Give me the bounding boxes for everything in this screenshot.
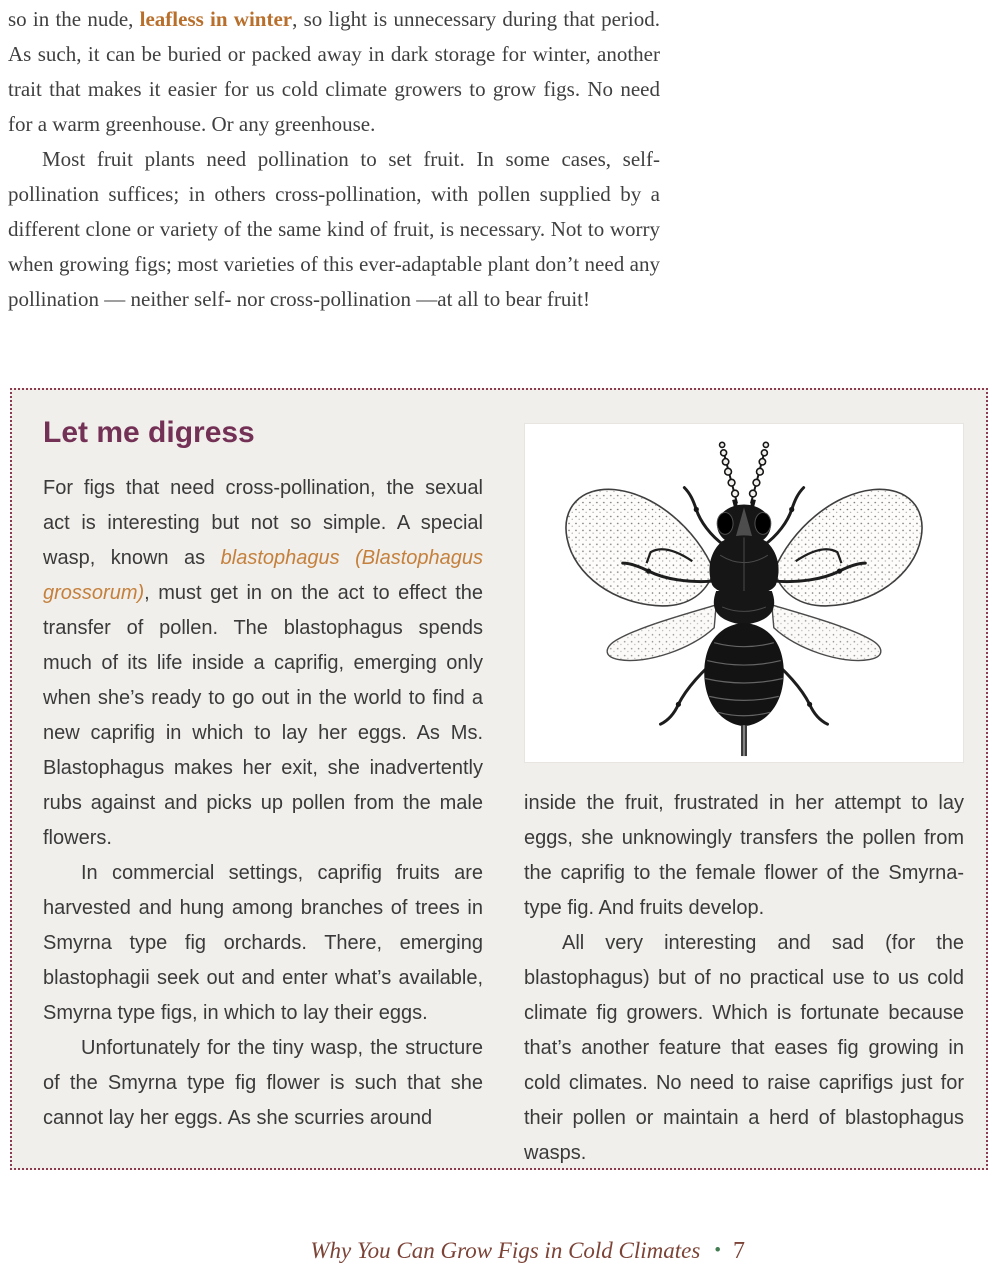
digress-column-left bbox=[43, 416, 483, 1136]
page-number: 7 bbox=[733, 1238, 745, 1264]
paragraph: inside the fruit, frustrated in her attempt to lay eggs, she unknowingly transfers the pollen from the caprifig to the female flower of the Smyrna-type fig. And fruits develop. bbox=[524, 792, 964, 919]
text-run: , must get in on the act to effect the transfer of pollen. The blastophagus spends much of its life inside a caprifig, emerging only when she’s ready to go out in the world to find a new caprifig in which to lay her eggs. As Ms. Blastophagus makes her exit, she inadvertently rubs against and picks up pollen from the male flowers. bbox=[43, 582, 483, 849]
digress-column-right bbox=[524, 423, 964, 1171]
wasp-illustration bbox=[524, 423, 964, 763]
sidebar-heading: Let me digress bbox=[43, 416, 255, 449]
body-text-block bbox=[8, 2, 660, 317]
page-footer bbox=[310, 1236, 745, 1266]
cross-reference-link[interactable]: leafless in winter bbox=[139, 7, 293, 31]
text-run: For figs that need cross-pollination, the sexual act is interesting but not so simple. A special wasp, known as bbox=[43, 477, 483, 569]
paragraph bbox=[43, 471, 483, 856]
text-run: so in the nude, bbox=[8, 7, 140, 31]
wasp-engraving-drawing bbox=[525, 424, 963, 762]
bullet-separator: • bbox=[714, 1240, 721, 1261]
running-title: Why You Can Grow Figs in Cold Climates bbox=[310, 1238, 701, 1263]
digress-box bbox=[10, 388, 988, 1170]
paragraph: In commercial settings, caprifig fruits are harvested and hung among branches of trees in Smyrna type fig orchards. There, emerging blastophagii seek out and enter what’s available, Smyrna type figs, in which to lay their eggs. bbox=[43, 862, 483, 1024]
species-name: blastophagus (Blastophagus grossorum) bbox=[43, 547, 483, 604]
paragraph bbox=[8, 2, 660, 142]
paragraph: Unfortunately for the tiny wasp, the structure of the Smyrna type fig flower is such that she cannot lay her eggs. As she scurries around bbox=[43, 1037, 483, 1129]
text-run: , so light is unnecessary during that period. As such, it can be buried or packed away in dark storage for winter, another trait that makes it easier for us cold climate growers to grow figs. No need for a warm greenhouse. Or any greenhouse. bbox=[8, 7, 660, 136]
paragraph: All very interesting and sad (for the blastophagus) but of no practical use to us cold climate fig growers. Which is fortunate because that’s another feature that eases fig growing in cold climates. No need to raise caprifigs just for their pollen or maintain a herd of blastophagus wasps. bbox=[524, 932, 964, 1164]
paragraph: Most fruit plants need pollination to set fruit. In some cases, self-pollination suffices; in others cross-pollination, with pollen supplied by a different clone or variety of the same kind of fruit, is necessary. Not to worry when growing figs; most varieties of this ever-adaptable plant don’t need any pollination — neither self- nor cross-pollination —at all to bear fruit! bbox=[8, 147, 660, 311]
